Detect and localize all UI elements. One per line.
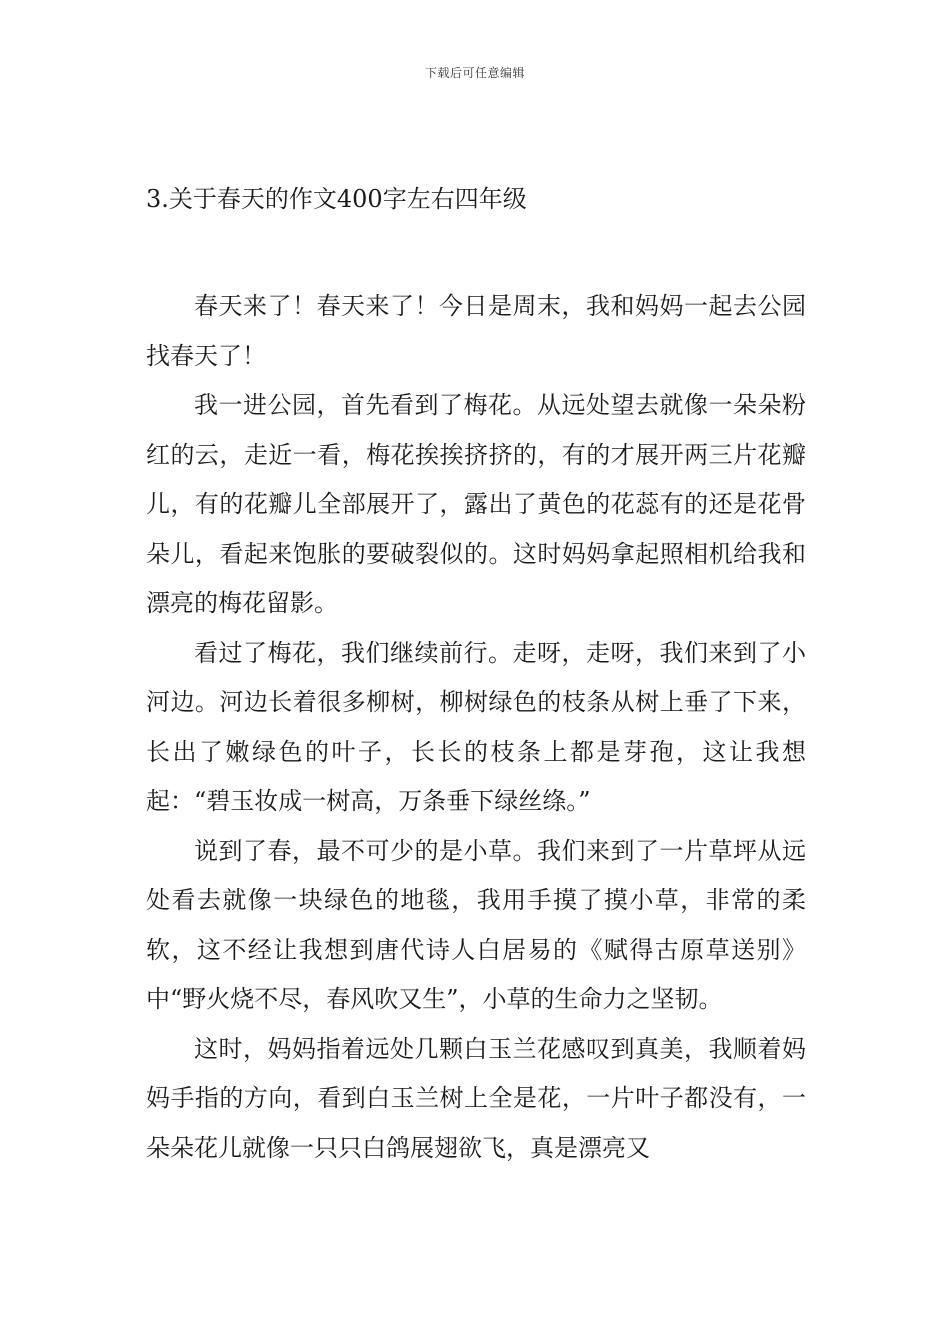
- essay-paragraph: 看过了梅花，我们继续前行。走呀，走呀，我们来到了小河边。河边长着很多柳树，柳树绿色的枝条从树上垂了下来，长出了嫩绿色的叶子，长长的枝条上都是芽孢，这让我想起：“碧玉妆成一树高，万条垂下绿丝绦。”: [146, 638, 806, 815]
- header-note: 下载后可任意编辑: [424, 66, 525, 80]
- essay-paragraph: 说到了春，最不可少的是小草。我们来到了一片草坪从远处看去就像一块绿色的地毯，我用手摸了摸小草，非常的柔软，这不经让我想到唐代诗人白居易的《赋得古原草送别》中“野火烧不尽，春风吹又生”，小草的生命力之坚韧。: [146, 836, 806, 1013]
- essay-paragraph: 这时，妈妈指着远处几颗白玉兰花感叹到真美，我顺着妈妈手指的方向，看到白玉兰树上全是花，一片叶子都没有，一朵朵花儿就像一只只白鸽展翅欲飞，真是漂亮又: [146, 1034, 806, 1162]
- essay-paragraph: 我一进公园，首先看到了梅花。从远处望去就像一朵朵粉红的云，走近一看，梅花挨挨挤挤的，有的才展开两三片花瓣儿，有的花瓣儿全部展开了，露出了黄色的花蕊有的还是花骨朵儿，看起来饱胀的要破裂似的。这时妈妈拿起照相机给我和漂亮的梅花留影。: [146, 391, 806, 617]
- essay-title: 3.关于春天的作文400字左右四年级: [146, 185, 527, 213]
- essay-paragraph: 春天来了！春天来了！今日是周末，我和妈妈一起去公园找春天了！: [146, 292, 806, 370]
- essay-body: [146, 282, 806, 1173]
